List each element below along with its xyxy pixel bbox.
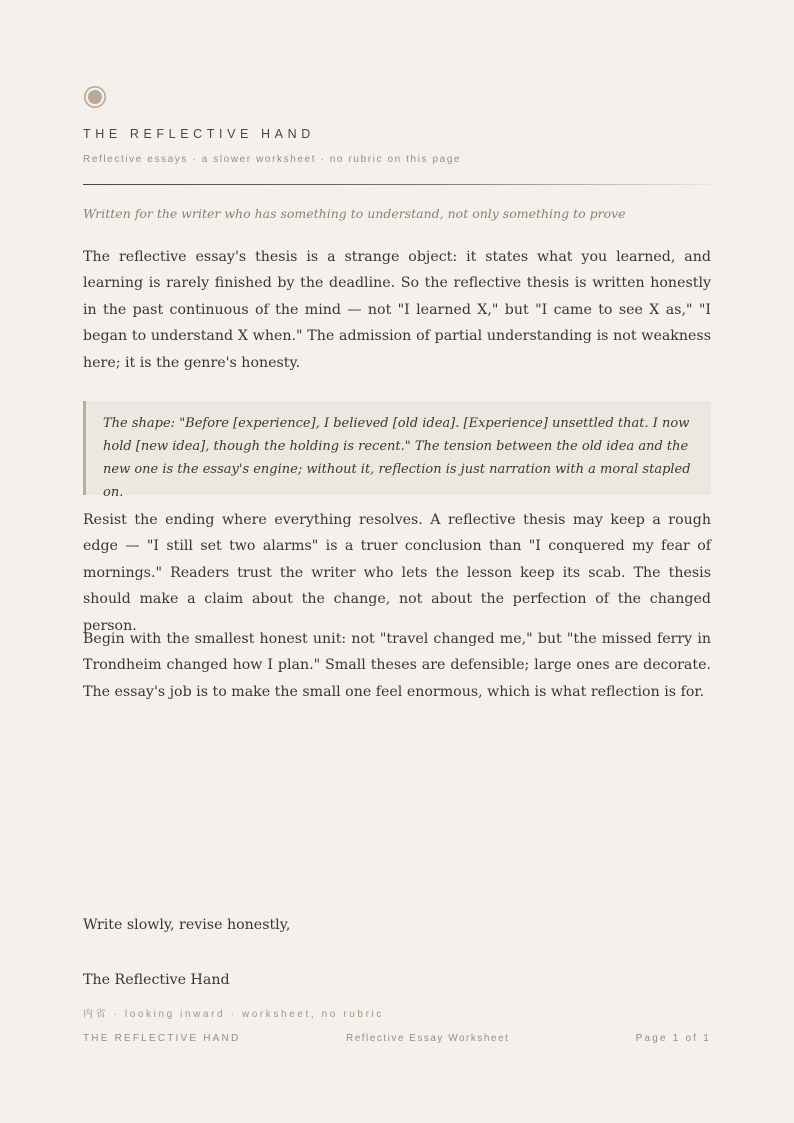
page-subtitle: Written for the writer who has something to understand, not only something to prove — [83, 206, 626, 221]
paragraph-resist-ending: Resist the ending where everything resolves. A reflective thesis may keep a rough edge — "I still set two alarms" is a truer conclusion than "I conquered my fear of mornings." Readers trust the writer who lets the lesson keep its scab. The thesis should make a claim about the change, not about the perfection of the changed person. — [83, 512, 711, 634]
footer-brand: THE REFLECTIVE HAND — [83, 1033, 241, 1044]
brand-title: THE REFLECTIVE HAND — [83, 127, 315, 141]
paragraph-thesis: The reflective essay's thesis is a strange object: it states what you learned, and learning is rarely finished by the deadline. So the reflective thesis is written honestly in the past continuous of the mind — not "I learned X," but "I came to see X as," "I began to understand X when." The admission of partial understanding is not weakness here; it is the genre's honesty. — [83, 249, 711, 371]
shape-callout — [83, 401, 711, 500]
circle-target-icon — [83, 85, 107, 109]
header-divider — [83, 184, 711, 185]
callout-text: The shape: "Before [experience], I believed [old idea]. [Experience] unsettled that. I now hold [new idea], though the holding is recent." The tension between the old idea and the new one is the essay's engine; without it, reflection is just narration with a moral stapled on. — [103, 416, 691, 500]
footer-title: Reflective Essay Worksheet — [346, 1033, 510, 1044]
signature-name: The Reflective Hand — [83, 972, 230, 988]
paragraph-smallest-unit: Begin with the smallest honest unit: not "travel changed me," but "the missed ferry in Trondheim changed how I plan." Small theses are defensible; large ones are decorate. The essay's job is to make the small one feel enormous, which is what reflection is for. — [83, 631, 711, 700]
signature-subline: 内省 · looking inward · worksheet, no rubric — [83, 1009, 384, 1020]
brand-tagline: Reflective essays · a slower worksheet · no rubric on this page — [83, 154, 462, 165]
footer-page-number: Page 1 of 1 — [635, 1033, 711, 1044]
closing-line: Write slowly, revise honestly, — [83, 917, 291, 933]
